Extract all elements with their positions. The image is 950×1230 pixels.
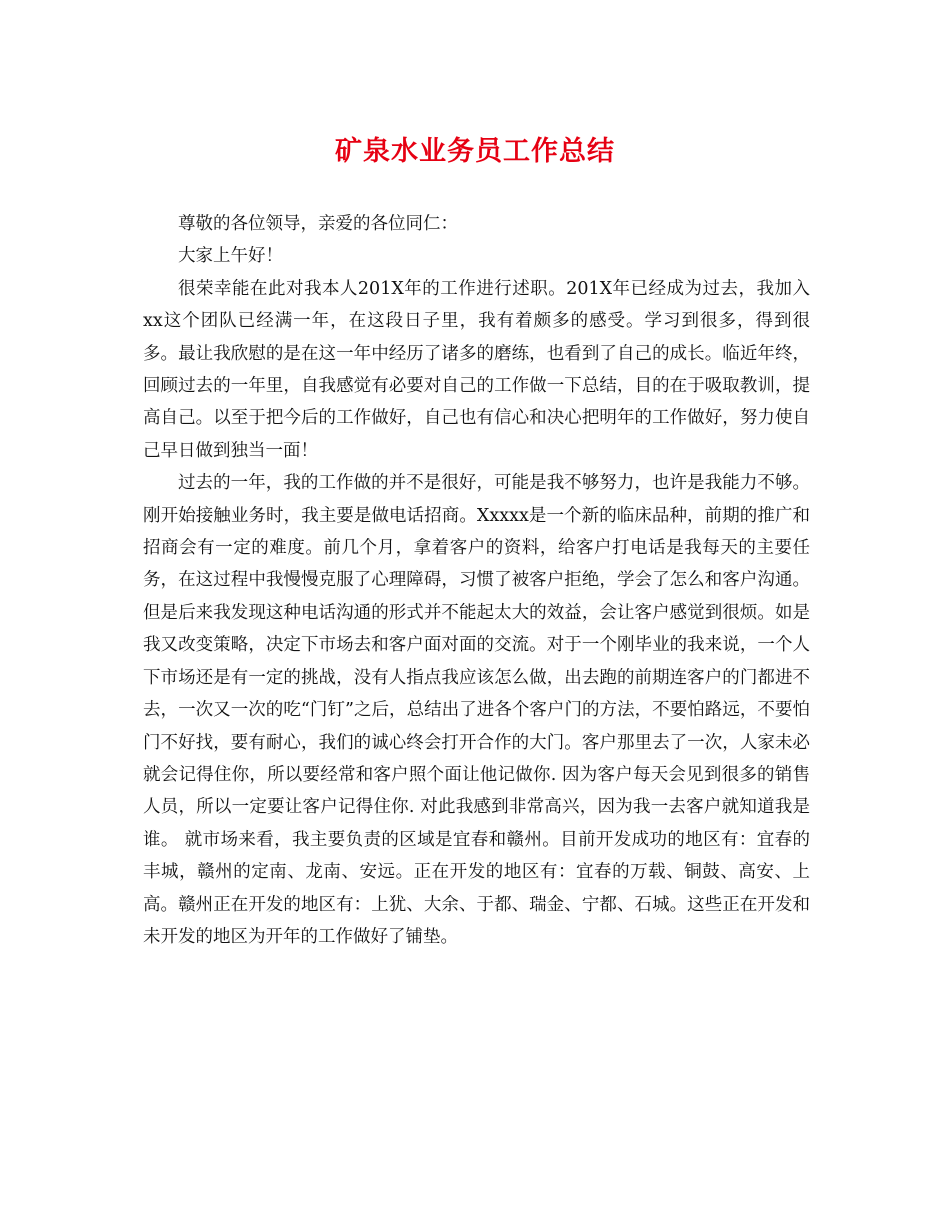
document-body: [143, 208, 810, 953]
paragraph-work-review: 过去的一年，我的工作做的并不是很好，可能是我不够努力，也许是我能力不够。刚开始接触业务时，我主要是做电话招商。Xxxxx是一个新的临床品种，前期的推广和招商会有一定的难度。前几个月，拿着客户的资料，给客户打电话是我每天的主要任务，在这过程中我慢慢克服了心理障碍，习惯了被客户拒绝，学会了怎么和客户沟通。但是后来我发现这种电话沟通的形式并不能起太大的效益，会让客户感觉到很烦。如是我又改变策略，决定下市场去和客户面对面的交流。对于一个刚毕业的我来说，一个人下市场还是有一定的挑战，没有人指点我应该怎么做，出去跑的前期连客户的门都进不去，一次又一次的吃“门钉”之后，总结出了进各个客户门的方法，不要怕路远，不要怕门不好找，要有耐心，我们的诚心终会打开合作的大门。客户那里去了一次，人家未必就会记得住你，所以要经常和客户照个面让他记做你. 因为客户每天会见到很多的销售人员，所以一定要让客户记得住你. 对此我感到非常高兴，因为我一去客户就知道我是谁。 就市场来看，我主要负责的区域是宜春和赣州。目前开发成功的地区有：宜春的丰城，赣州的定南、龙南、安远。正在开发的地区有：宜春的万载、铜鼓、高安、上高。赣州正在开发的地区有：上犹、大余、于都、瑞金、宁都、石城。这些正在开发和未开发的地区为开年的工作做好了铺垫。: [143, 473, 810, 947]
paragraph-salutation: 尊敬的各位领导，亲爱的各位同仁：: [178, 214, 458, 234]
paragraph-introduction: 很荣幸能在此对我本人201X年的工作进行述职。201X年已经成为过去，我加入xx这个团队已经满一年，在这段日子里，我有着颇多的感受。学习到很多，得到很多。最让我欣慰的是在这一年中经历了诸多的磨练，也看到了自己的成长。临近年终，回顾过去的一年里，自我感觉有必要对自己的工作做一下总结，目的在于吸取教训，提高自己。以至于把今后的工作做好，自己也有信心和决心把明年的工作做好，努力使自己早日做到独当一面！: [143, 278, 810, 461]
paragraph-greeting: 大家上午好！: [178, 246, 283, 267]
document-title: 矿泉水业务员工作总结: [335, 136, 615, 167]
